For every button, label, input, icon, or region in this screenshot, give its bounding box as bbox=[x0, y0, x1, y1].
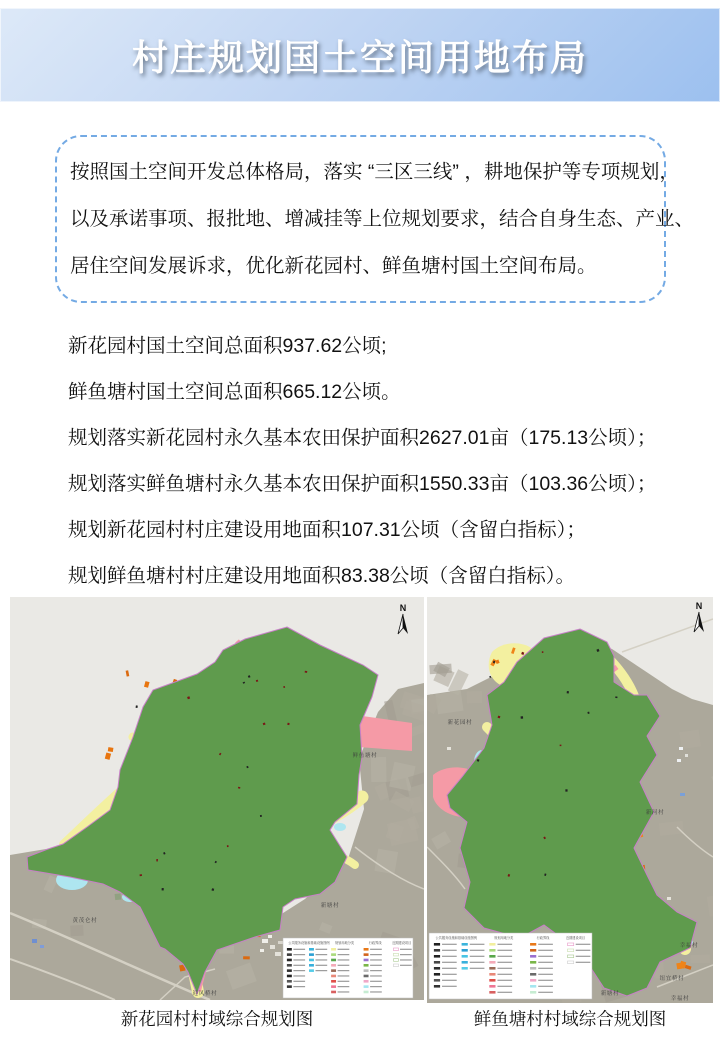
intro-line: 以及承诺事项、报批地、增减挂等上位规划要求，结合自身生态、产业、 bbox=[70, 208, 695, 230]
stat-line: 规划鲜鱼塘村村庄建设用地面积83.38公顷（含留白指标）。 bbox=[68, 565, 576, 587]
intro-line: 居住空间发展诉求，优化新花园村、鲜鱼塘村国土空间布局。 bbox=[70, 255, 597, 277]
stat-line: 规划新花园村村庄建设用地面积107.31公顷（含留白指标）； bbox=[68, 519, 586, 541]
svg-text:公共服务设施和基础设施图例: 公共服务设施和基础设施图例 bbox=[435, 936, 477, 940]
stat-line: 规划落实鲜鱼塘村永久基本农田保护面积1550.33亩（103.36公顷）； bbox=[68, 473, 657, 495]
svg-text:行政界线: 行政界线 bbox=[536, 936, 550, 940]
svg-text:规划用地分类: 规划用地分类 bbox=[494, 936, 514, 940]
stats-list bbox=[68, 323, 668, 599]
intro-line: 按照国土空间开发总体格局，落实 “三区三线” ，耕地保护等专项规划， bbox=[70, 161, 679, 183]
neighbor-label: 新花园村 bbox=[447, 720, 473, 726]
right-map bbox=[427, 597, 713, 1003]
title-banner bbox=[0, 8, 720, 102]
svg-text:近期建设项目: 近期建设项目 bbox=[565, 936, 586, 940]
stat-line: 规划落实新花园村永久基本农田保护面积2627.01亩（175.13公顷）； bbox=[68, 427, 657, 449]
left-map-caption: 新花园村村域综合规划图 bbox=[120, 1009, 314, 1029]
svg-text:行政界线: 行政界线 bbox=[368, 941, 382, 945]
right-map-caption: 鲜鱼塘村村域综合规划图 bbox=[473, 1009, 667, 1029]
left-map bbox=[10, 597, 424, 1000]
svg-text:规划用地分类: 规划用地分类 bbox=[335, 941, 355, 945]
stat-line: 鲜鱼塘村国土空间总面积665.12公顷。 bbox=[68, 381, 401, 403]
page-title: 村庄规划国土空间用地布局 bbox=[131, 36, 588, 78]
north-label: N bbox=[399, 603, 407, 613]
svg-text:近期建设项目: 近期建设项目 bbox=[392, 941, 412, 945]
neighbor-label: 迎风桥村 bbox=[192, 991, 218, 997]
intro-box bbox=[55, 135, 695, 303]
neighbor-label: 黄茂仑村 bbox=[72, 918, 98, 924]
neighbor-label: 新塘村 bbox=[600, 991, 620, 997]
svg-text:公共服务设施和基础设施图例: 公共服务设施和基础设施图例 bbox=[288, 941, 330, 945]
stat-line: 新花园村国土空间总面积937.62公顷; bbox=[68, 335, 387, 357]
neighbor-label: 新河村 bbox=[645, 810, 665, 816]
neighbor-label: 幸福村 bbox=[679, 943, 699, 949]
neighbor-label: 幸福村 bbox=[670, 996, 690, 1002]
neighbor-label: 纽宜桥村 bbox=[659, 976, 685, 982]
neighbor-label: 鲜鱼塘村 bbox=[352, 753, 378, 759]
north-label: N bbox=[695, 601, 703, 611]
legend-right bbox=[429, 933, 592, 999]
legend-left bbox=[283, 938, 413, 998]
neighbor-label: 新塘村 bbox=[320, 903, 340, 909]
